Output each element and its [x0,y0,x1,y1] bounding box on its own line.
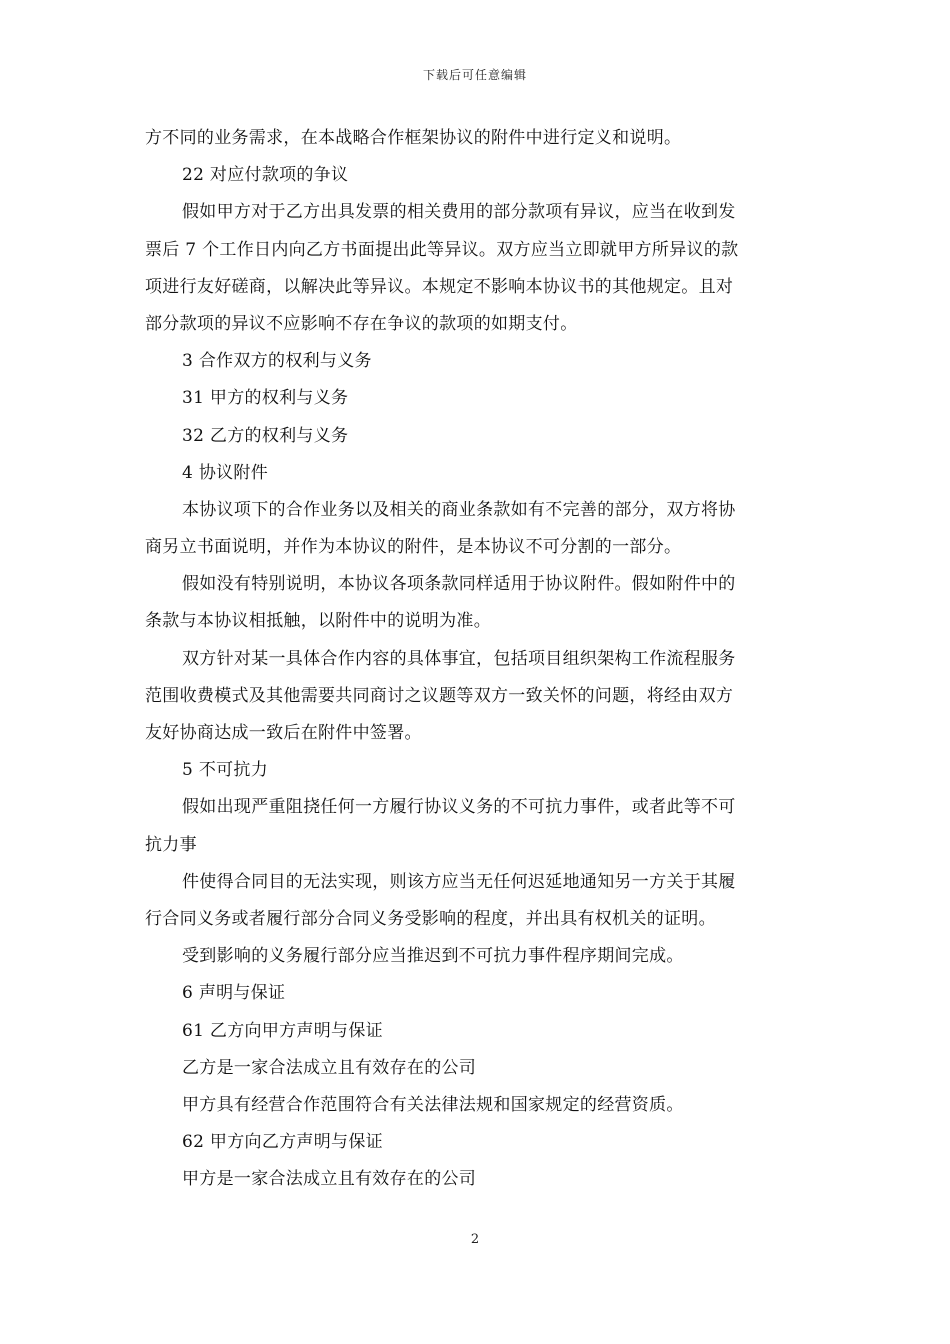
paragraph-line: 假如没有特别说明，本协议各项条款同样适用于协议附件。假如附件中的 [182,574,736,595]
paragraph-line: 范围收费模式及其他需要共同商讨之议题等双方一致关怀的问题，将经由双方 [145,685,734,706]
paragraph-line: 行合同义务或者履行部分合同义务受影响的程度，并出具有权机关的证明。 [145,908,716,929]
paragraph-line: 部分款项的异议不应影响不存在争议的款项的如期支付。 [145,313,578,334]
paragraph-line: 方不同的业务需求，在本战略合作框架协议的附件中进行定义和说明。 [145,128,682,148]
section-heading: 61 乙方向甲方声明与保证 [182,1020,383,1041]
paragraph-line: 抗力事 [145,834,197,855]
section-heading: 6 声明与保证 [182,983,286,1004]
paragraph-line: 件使得合同目的无法实现，则该方应当无任何迟延地通知另一方关于其履 [182,871,736,892]
section-heading: 32 乙方的权利与义务 [182,425,349,446]
paragraph-line: 项进行友好磋商，以解决此等异议。本规定不影响本协议书的其他规定。且对 [145,276,734,297]
paragraph-line: 商另立书面说明，并作为本协议的附件，是本协议不可分割的一部分。 [145,537,682,558]
paragraph-line: 条款与本协议相抵触，以附件中的说明为准。 [145,611,491,632]
section-heading: 3 合作双方的权利与义务 [182,351,372,372]
section-heading: 62 甲方向乙方声明与保证 [182,1132,383,1153]
paragraph-line: 乙方是一家合法成立且有效存在的公司 [182,1057,477,1078]
section-heading: 31 甲方的权利与义务 [182,388,349,409]
section-heading: 4 协议附件 [182,462,269,483]
paragraph-line: 友好协商达成一致后在附件中签署。 [145,723,422,743]
page-number: 2 [470,1232,480,1247]
paragraph-line: 假如出现严重阻挠任何一方履行协议义务的不可抗力事件，或者此等不可 [182,797,736,818]
paragraph-line: 甲方具有经营合作范围符合有关法律法规和国家规定的经营资质。 [182,1094,684,1115]
document-body [145,120,817,1198]
section-heading: 22 对应付款项的争议 [182,165,349,186]
paragraph-line: 票后 7 个工作日内向乙方书面提出此等异议。双方应当立即就甲方所异议的款 [145,239,739,260]
section-heading: 5 不可抗力 [182,760,269,781]
paragraph-line: 双方针对某一具体合作内容的具体事宜，包括项目组织架构工作流程服务 [182,648,736,669]
paragraph-line: 本协议项下的合作业务以及相关的商业条款如有不完善的部分，双方将协 [182,499,736,520]
paragraph-line: 受到影响的义务履行部分应当推迟到不可抗力事件程序期间完成。 [182,946,684,967]
page-header: 下载后可任意编辑 [422,68,527,82]
paragraph-line: 甲方是一家合法成立且有效存在的公司 [182,1169,477,1190]
paragraph-line: 假如甲方对于乙方出具发票的相关费用的部分款项有异议，应当在收到发 [182,202,736,223]
